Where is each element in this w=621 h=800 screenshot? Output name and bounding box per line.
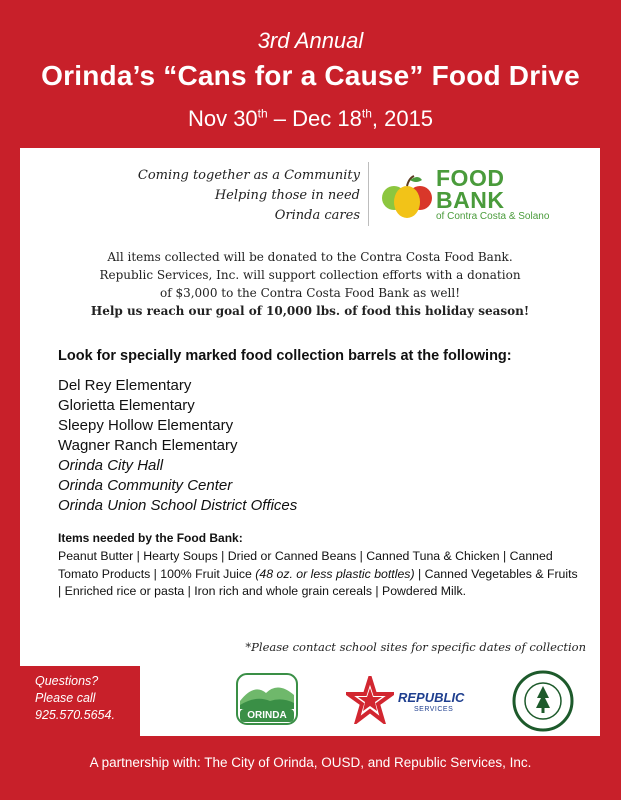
date-year: , 2015	[371, 106, 434, 131]
intro-text	[20, 248, 600, 320]
intro-line: of $3,000 to the Contra Costa Food Bank as well!	[159, 286, 461, 300]
collection-note: *Please contact school sites for specific dates of collection	[245, 640, 586, 654]
flyer-title: Orinda’s “Cans for a Cause” Food Drive	[41, 60, 580, 91]
items-text-1: Peanut Butter | Hearty Soups | Dried or Canned Beans | Canned Tuna & Chicken | Canned Tomato Products | 100% Fruit Juice	[58, 549, 553, 581]
location-item: Sleepy Hollow Elementary	[58, 417, 234, 434]
date-start-suffix: th	[257, 106, 268, 121]
location-item: Del Rey Elementary	[58, 377, 192, 394]
phone-number: 925.570.5654.	[35, 708, 115, 722]
republic-star-icon	[346, 676, 394, 724]
location-item: Wagner Ranch Elementary	[58, 437, 238, 454]
goal-line: Help us reach our goal of 10,000 lbs. of food this holiday season!	[90, 304, 530, 318]
intro-line: Republic Services, Inc. will support collection efforts with a donation	[99, 268, 521, 282]
food-bank-subtitle: of Contra Costa & Solano	[436, 211, 550, 222]
locations-heading: Look for specially marked food collection barrels at the following:	[58, 348, 512, 364]
location-item: Orinda City Hall	[58, 457, 164, 474]
items-text-2: | Canned Vegetables & Fruits | Enriched rice or pasta | Iron rich and whole grain cereals | Powdered Milk.	[58, 566, 578, 598]
fruit-icon	[380, 168, 436, 224]
tagline-line: Helping those in need	[214, 188, 360, 203]
annual-label: 3rd Annual	[257, 28, 364, 53]
partnership-footer: A partnership with: The City of Orinda, OUSD, and Republic Services, Inc.	[89, 755, 532, 770]
questions-line: Questions?	[35, 674, 99, 688]
date-start: Nov 30	[187, 106, 258, 131]
republic-logo	[346, 676, 486, 726]
divider	[368, 162, 369, 226]
items-heading: Items needed by the Food Bank:	[58, 531, 243, 545]
tagline	[70, 166, 360, 226]
content-panel	[20, 148, 600, 666]
tagline-line: Orinda cares	[274, 208, 360, 223]
location-item: Orinda Community Center	[58, 477, 233, 494]
date-end: – Dec 18	[267, 106, 362, 131]
republic-word: REPUBLIC	[398, 690, 465, 705]
food-bank-word-bank: BANK	[436, 187, 505, 213]
date-end-suffix: th	[361, 106, 372, 121]
republic-services-word: SERVICES	[414, 706, 454, 713]
orinda-logo-text: ORINDA	[247, 710, 287, 721]
orinda-logo	[236, 673, 298, 725]
questions-block	[35, 673, 115, 724]
ousd-seal	[512, 670, 574, 732]
questions-line: Please call	[35, 691, 96, 705]
items-text-italic: (48 oz. or less plastic bottles)	[255, 566, 415, 581]
location-item: Glorietta Elementary	[58, 397, 195, 414]
items-list	[58, 548, 578, 601]
tagline-line: Coming together as a Community	[137, 168, 360, 183]
ousd-seal-icon	[512, 670, 574, 732]
food-bank-word-food: FOOD	[436, 165, 505, 191]
event-dates	[0, 106, 621, 132]
locations-list	[58, 376, 297, 516]
food-bank-logo	[380, 166, 580, 226]
intro-line: All items collected will be donated to the Contra Costa Food Bank.	[107, 250, 513, 264]
location-item: Orinda Union School District Offices	[58, 497, 298, 514]
header	[0, 0, 621, 150]
